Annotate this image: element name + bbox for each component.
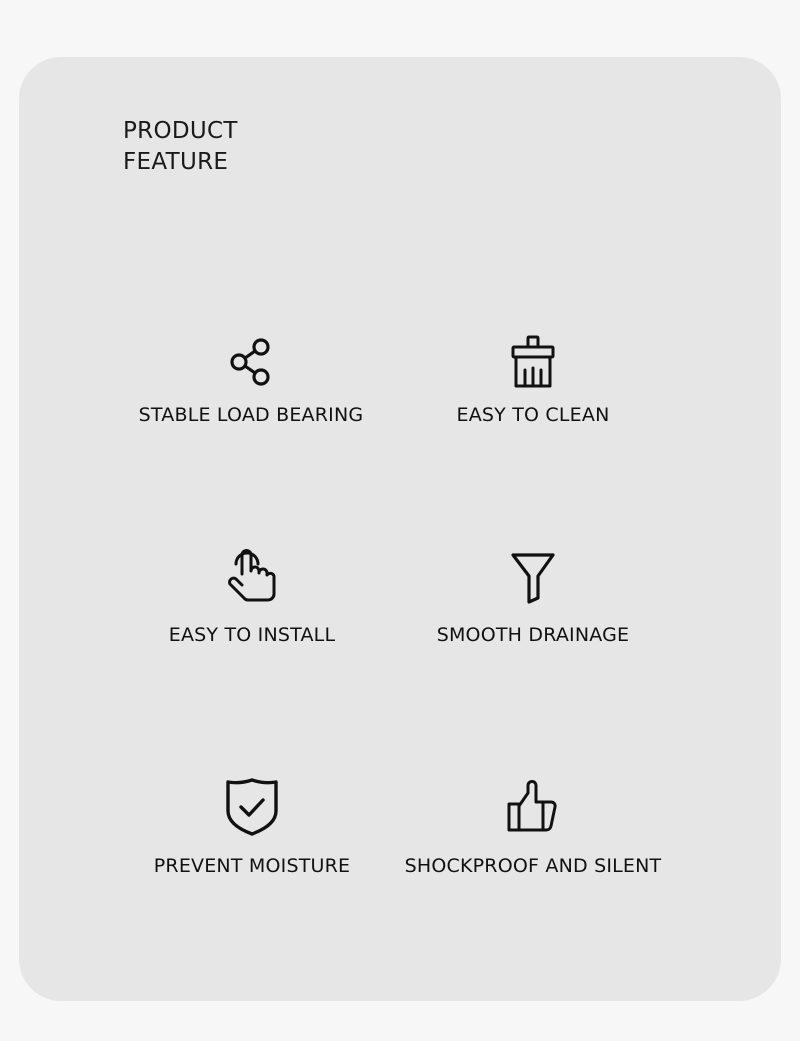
feature-shockproof-and-silent bbox=[373, 780, 693, 877]
touch-hand-icon bbox=[224, 542, 280, 598]
brush-icon bbox=[505, 334, 561, 390]
section-title bbox=[123, 116, 238, 178]
feature-label: SMOOTH DRAINAGE bbox=[436, 624, 630, 646]
feature-label: SHOCKPROOF AND SILENT bbox=[404, 855, 662, 877]
feature-label: PREVENT MOISTURE bbox=[153, 855, 351, 877]
section-title-line-2: FEATURE bbox=[123, 149, 229, 175]
feature-stable-load-bearing bbox=[91, 334, 411, 426]
feature-label: EASY TO INSTALL bbox=[168, 624, 336, 646]
funnel-icon bbox=[505, 548, 561, 604]
feature-easy-to-clean bbox=[373, 334, 693, 426]
feature-easy-to-install bbox=[92, 542, 412, 646]
thumbs-up-icon bbox=[505, 780, 561, 836]
share-nodes-icon bbox=[223, 334, 279, 390]
feature-label: EASY TO CLEAN bbox=[456, 404, 610, 426]
feature-label: STABLE LOAD BEARING bbox=[138, 404, 364, 426]
feature-smooth-drainage bbox=[373, 548, 693, 646]
feature-prevent-moisture bbox=[92, 777, 412, 877]
section-title-line-1: PRODUCT bbox=[123, 118, 238, 144]
shield-check-icon bbox=[224, 777, 280, 833]
